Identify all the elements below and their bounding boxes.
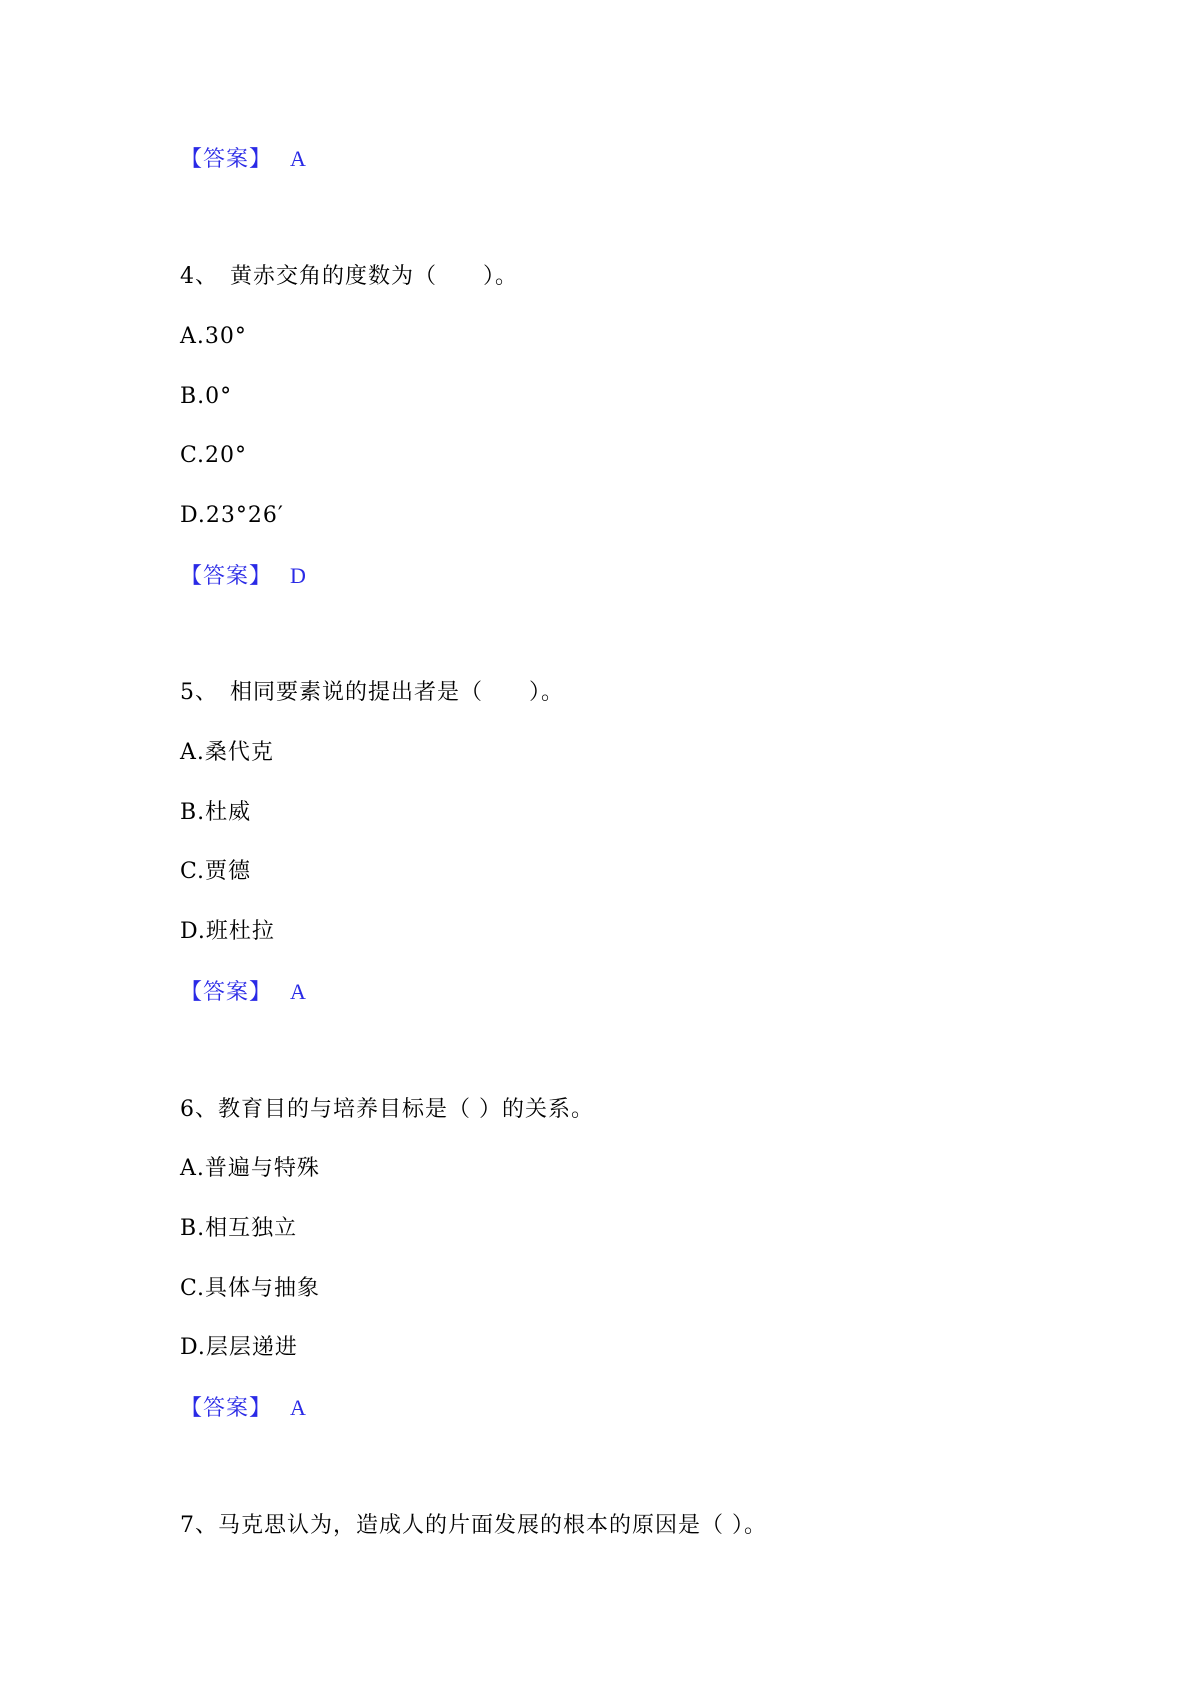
answer-value: A xyxy=(290,146,307,171)
answer-value: D xyxy=(290,563,307,588)
answer-tag: 【答案】 xyxy=(180,564,273,589)
question-7-stem xyxy=(180,1511,767,1541)
question-6-option-a: A.普遍与特殊 xyxy=(180,1156,320,1181)
question-5-option-b: B.杜威 xyxy=(180,800,252,825)
answer-tag: 【答案】 xyxy=(180,1396,273,1421)
question-5-answer xyxy=(180,977,307,1008)
question-5-option-a: A.桑代克 xyxy=(180,740,274,765)
question-5-stem xyxy=(180,678,564,708)
question-4-answer xyxy=(180,561,307,592)
question-6-answer xyxy=(180,1393,307,1424)
question-5-option-c: C.贾德 xyxy=(180,859,252,884)
question-number: 6、 xyxy=(180,1097,218,1122)
question-number: 5、 xyxy=(180,680,218,705)
question-5-option-d: D.班杜拉 xyxy=(180,919,275,944)
answer-tag: 【答案】 xyxy=(180,147,273,172)
question-number: 7、 xyxy=(180,1513,218,1538)
question-4-option-b: B.0° xyxy=(180,384,233,409)
question-text: 黄赤交角的度数为（ ）。 xyxy=(230,264,519,289)
question-4-option-a: A.30° xyxy=(180,324,247,349)
question-6-option-c: C.具体与抽象 xyxy=(180,1276,321,1301)
answer-tag: 【答案】 xyxy=(180,980,273,1005)
question-4-option-d: D.23°26′ xyxy=(180,503,284,528)
question-4-option-c: C.20° xyxy=(180,443,248,468)
answer-value: A xyxy=(290,1395,307,1420)
question-4-stem xyxy=(180,262,518,292)
question-6-stem xyxy=(180,1095,594,1125)
question-number: 4、 xyxy=(180,264,218,289)
question-text: 相同要素说的提出者是（ ）。 xyxy=(230,680,565,705)
question-text: 马克思认为，造成人的片面发展的根本的原因是（ ）。 xyxy=(218,1513,767,1538)
answer-line-prev xyxy=(180,144,307,175)
question-text: 教育目的与培养目标是（ ）的关系。 xyxy=(218,1097,594,1122)
question-6-option-d: D.层层递进 xyxy=(180,1335,298,1360)
question-6-option-b: B.相互独立 xyxy=(180,1216,298,1241)
answer-value: A xyxy=(290,979,307,1004)
